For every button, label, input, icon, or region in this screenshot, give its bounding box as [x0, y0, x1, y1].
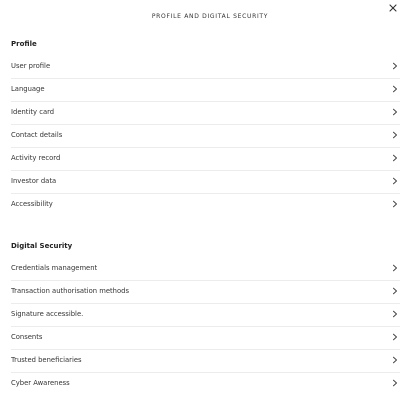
chevron-right-icon: [392, 200, 398, 208]
menu-item-investor-data[interactable]: [11, 171, 400, 194]
menu-item-language[interactable]: [11, 79, 400, 102]
chevron-right-icon: [392, 154, 398, 162]
menu-item-label: Transaction authorisation methods: [11, 287, 130, 296]
chevron-right-icon: [392, 333, 398, 341]
menu-item-consents[interactable]: [11, 327, 400, 350]
section-title-profile: Profile: [11, 40, 37, 48]
menu-item-transaction-authorisation-methods[interactable]: [11, 281, 400, 304]
profile-section: [0, 40, 420, 216]
chevron-right-icon: [392, 62, 398, 70]
menu-item-label: Contact details: [11, 131, 63, 140]
chevron-right-icon: [392, 108, 398, 116]
menu-item-label: Accessibility: [11, 200, 53, 209]
menu-item-label: Investor data: [11, 177, 57, 186]
close-icon: [386, 1, 400, 15]
menu-item-label: Identity card: [11, 108, 55, 117]
menu-item-user-profile[interactable]: [11, 56, 400, 79]
menu-item-accessibility[interactable]: [11, 194, 400, 216]
chevron-right-icon: [392, 379, 398, 387]
modal-header: [0, 0, 420, 20]
menu-item-cyber-awareness[interactable]: [11, 373, 400, 395]
digital-security-section: [0, 242, 420, 395]
menu-item-contact-details[interactable]: [11, 125, 400, 148]
section-title-digital-security: Digital Security: [11, 242, 73, 250]
menu-item-signature-accessible[interactable]: [11, 304, 400, 327]
menu-item-label: Trusted beneficiaries: [11, 356, 82, 365]
menu-item-label: Credentials management: [11, 264, 98, 273]
menu-item-identity-card[interactable]: [11, 102, 400, 125]
security-list: [11, 258, 400, 395]
menu-item-label: Activity record: [11, 154, 61, 163]
menu-item-trusted-beneficiaries[interactable]: [11, 350, 400, 373]
chevron-right-icon: [392, 264, 398, 272]
menu-item-label: Signature accessible.: [11, 310, 84, 319]
chevron-right-icon: [392, 310, 398, 318]
menu-item-credentials-management[interactable]: [11, 258, 400, 281]
chevron-right-icon: [392, 85, 398, 93]
menu-item-activity-record[interactable]: [11, 148, 400, 171]
menu-item-label: User profile: [11, 62, 51, 71]
chevron-right-icon: [392, 177, 398, 185]
menu-item-label: Consents: [11, 333, 43, 342]
profile-list: [11, 56, 400, 216]
menu-item-label: Cyber Awareness: [11, 379, 70, 388]
modal-title: PROFILE AND DIGITAL SECURITY: [151, 13, 269, 20]
close-button[interactable]: [386, 1, 400, 15]
chevron-right-icon: [392, 356, 398, 364]
menu-item-label: Language: [11, 85, 45, 94]
chevron-right-icon: [392, 131, 398, 139]
chevron-right-icon: [392, 287, 398, 295]
